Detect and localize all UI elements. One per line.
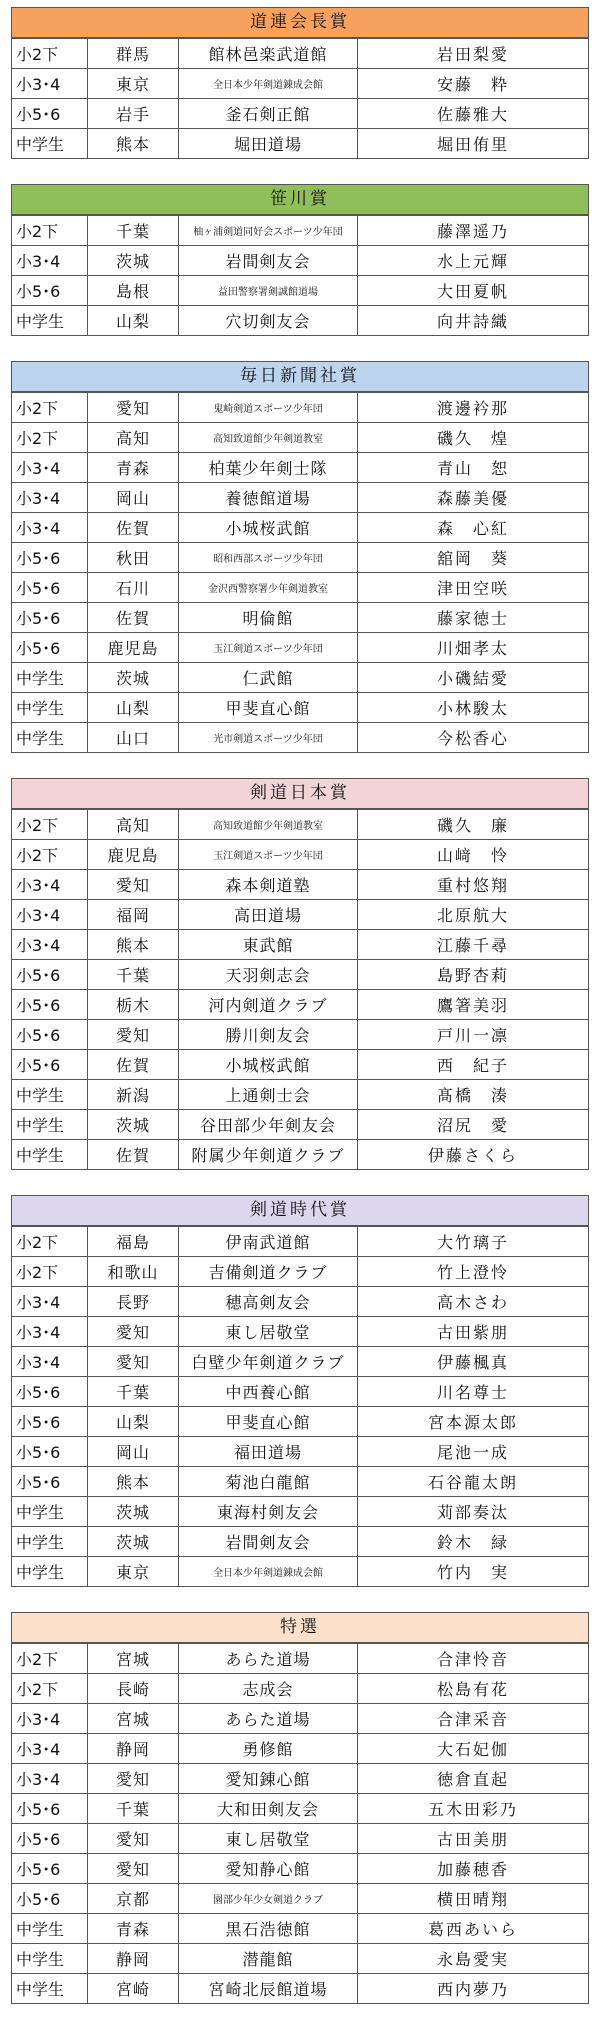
grade-cell: 中学生 (12, 1110, 88, 1140)
grade-cell: 小5･6 (12, 1884, 88, 1914)
prefecture-cell: 茨城 (88, 1497, 179, 1527)
prefecture-cell: 愛知 (88, 1020, 179, 1050)
grade-cell: 中学生 (12, 1497, 88, 1527)
name-cell: 重村悠翔 (358, 870, 589, 900)
prefecture-cell: 山梨 (88, 1407, 179, 1437)
table-row (12, 1914, 589, 1944)
club-cell: 愛知錬心館 (179, 1764, 358, 1794)
grade-cell: 小5･6 (12, 99, 88, 129)
club-cell: 河内剣道クラブ (179, 990, 358, 1020)
table-row (12, 1884, 589, 1914)
prefecture-cell: 新潟 (88, 1080, 179, 1110)
award-table (11, 809, 589, 1170)
name-cell: 安藤 粋 (358, 69, 589, 99)
grade-cell: 中学生 (12, 1914, 88, 1944)
club-cell: 養徳館道場 (179, 483, 358, 513)
prefecture-cell: 愛知 (88, 1764, 179, 1794)
club-cell: 堀田道場 (179, 129, 358, 159)
table-row (12, 990, 589, 1020)
name-cell: 川畑孝太 (358, 633, 589, 663)
club-cell: 上通剣士会 (179, 1080, 358, 1110)
name-cell: 堀田侑里 (358, 129, 589, 159)
club-cell: 鬼崎剣道スポーツ少年団 (179, 393, 358, 423)
name-cell: 永島愛実 (358, 1944, 589, 1974)
name-cell: 小磯結愛 (358, 663, 589, 693)
table-row (12, 810, 589, 840)
grade-cell: 小2下 (12, 810, 88, 840)
prefecture-cell: 東京 (88, 1557, 179, 1587)
grade-cell: 小3･4 (12, 870, 88, 900)
prefecture-cell: 愛知 (88, 1317, 179, 1347)
table-row (12, 930, 589, 960)
prefecture-cell: 青森 (88, 1914, 179, 1944)
grade-cell: 小2下 (12, 840, 88, 870)
table-row (12, 1287, 589, 1317)
grade-cell: 中学生 (12, 1527, 88, 1557)
name-cell: 今松香心 (358, 723, 589, 753)
grade-cell: 小5･6 (12, 276, 88, 306)
name-cell: 松島有花 (358, 1674, 589, 1704)
name-cell: 沼尻 愛 (358, 1110, 589, 1140)
table-row (12, 633, 589, 663)
club-cell: 釜石剣正館 (179, 99, 358, 129)
table-row (12, 870, 589, 900)
grade-cell: 中学生 (12, 129, 88, 159)
prefecture-cell: 秋田 (88, 543, 179, 573)
grade-cell: 中学生 (12, 1944, 88, 1974)
club-cell: 高知致道館少年剣道教室 (179, 810, 358, 840)
prefecture-cell: 佐賀 (88, 603, 179, 633)
name-cell: 江藤千尋 (358, 930, 589, 960)
name-cell: 藤澤遥乃 (358, 216, 589, 246)
name-cell: 渡邊衿那 (358, 393, 589, 423)
grade-cell: 小5･6 (12, 543, 88, 573)
grade-cell: 中学生 (12, 1140, 88, 1170)
club-cell: 柏葉少年剣士隊 (179, 453, 358, 483)
grade-cell: 小2下 (12, 423, 88, 453)
name-cell: 戸川一凛 (358, 1020, 589, 1050)
prefecture-cell: 福岡 (88, 900, 179, 930)
award-section (11, 184, 589, 336)
club-cell: 柚ヶ浦剣道同好会スポーツ少年団 (179, 216, 358, 246)
club-cell: 岩間剣友会 (179, 1527, 358, 1557)
name-cell: 古田紫朋 (358, 1317, 589, 1347)
prefecture-cell: 佐賀 (88, 1140, 179, 1170)
award-section (11, 361, 589, 753)
grade-cell: 小2下 (12, 39, 88, 69)
grade-cell: 中学生 (12, 663, 88, 693)
table-row (12, 393, 589, 423)
grade-cell: 小3･4 (12, 513, 88, 543)
table-row (12, 1020, 589, 1050)
table-row (12, 483, 589, 513)
grade-cell: 小5･6 (12, 1020, 88, 1050)
name-cell: 伊藤さくら (358, 1140, 589, 1170)
club-cell: 穴切剣友会 (179, 306, 358, 336)
table-row (12, 1257, 589, 1287)
prefecture-cell: 岡山 (88, 483, 179, 513)
club-cell: 館林邑楽武道館 (179, 39, 358, 69)
award-table (11, 1643, 589, 2004)
table-row (12, 1467, 589, 1497)
prefecture-cell: 京都 (88, 1884, 179, 1914)
prefecture-cell: 高知 (88, 810, 179, 840)
table-row (12, 129, 589, 159)
table-row (12, 1140, 589, 1170)
table-row (12, 1347, 589, 1377)
prefecture-cell: 栃木 (88, 990, 179, 1020)
name-cell: 竹内 実 (358, 1557, 589, 1587)
grade-cell: 小3･4 (12, 1347, 88, 1377)
club-cell: 岩間剣友会 (179, 246, 358, 276)
grade-cell: 中学生 (12, 1080, 88, 1110)
name-cell: 尾池一成 (358, 1437, 589, 1467)
prefecture-cell: 千葉 (88, 960, 179, 990)
grade-cell: 小5･6 (12, 960, 88, 990)
table-row (12, 69, 589, 99)
club-cell: 中西養心館 (179, 1377, 358, 1407)
prefecture-cell: 宮崎 (88, 1974, 179, 2004)
club-cell: 福田道場 (179, 1437, 358, 1467)
prefecture-cell: 鹿児島 (88, 633, 179, 663)
club-cell: 甲斐直心館 (179, 1407, 358, 1437)
award-section (11, 1612, 589, 2004)
name-cell: 大石妃伽 (358, 1734, 589, 1764)
name-cell: 藤家徳士 (358, 603, 589, 633)
prefecture-cell: 岩手 (88, 99, 179, 129)
name-cell: 加藤穂香 (358, 1854, 589, 1884)
club-cell: 志成会 (179, 1674, 358, 1704)
prefecture-cell: 静岡 (88, 1734, 179, 1764)
name-cell: 水上元輝 (358, 246, 589, 276)
table-row (12, 1734, 589, 1764)
name-cell: 葛西あいら (358, 1914, 589, 1944)
name-cell: 森藤美優 (358, 483, 589, 513)
club-cell: 園部少年少女剣道クラブ (179, 1884, 358, 1914)
name-cell: 鷹箸美羽 (358, 990, 589, 1020)
club-cell: 甲斐直心館 (179, 693, 358, 723)
club-cell: あらた道場 (179, 1644, 358, 1674)
grade-cell: 小5･6 (12, 990, 88, 1020)
club-cell: 吉備剣道クラブ (179, 1257, 358, 1287)
table-row (12, 99, 589, 129)
name-cell: 磯久 廉 (358, 810, 589, 840)
club-cell: 勝川剣友会 (179, 1020, 358, 1050)
prefecture-cell: 和歌山 (88, 1257, 179, 1287)
club-cell: 仁武館 (179, 663, 358, 693)
club-cell: 東し居敬堂 (179, 1824, 358, 1854)
table-row (12, 543, 589, 573)
name-cell: 西 紀子 (358, 1050, 589, 1080)
club-cell: 愛知静心館 (179, 1854, 358, 1884)
grade-cell: 小5･6 (12, 603, 88, 633)
grade-cell: 小5･6 (12, 633, 88, 663)
grade-cell: 小3･4 (12, 483, 88, 513)
prefecture-cell: 高知 (88, 423, 179, 453)
table-row (12, 453, 589, 483)
table-row (12, 1437, 589, 1467)
club-cell: 勇修館 (179, 1734, 358, 1764)
table-row (12, 1407, 589, 1437)
table-row (12, 1527, 589, 1557)
club-cell: 東武館 (179, 930, 358, 960)
name-cell: 森 心紅 (358, 513, 589, 543)
table-row (12, 1110, 589, 1140)
name-cell: 石谷龍太朗 (358, 1467, 589, 1497)
table-row (12, 276, 589, 306)
club-cell: 明倫館 (179, 603, 358, 633)
name-cell: 竹上澄怜 (358, 1257, 589, 1287)
prefecture-cell: 鹿児島 (88, 840, 179, 870)
name-cell: 鈴木 緑 (358, 1527, 589, 1557)
name-cell: 苅部奏汰 (358, 1497, 589, 1527)
award-section (11, 7, 589, 159)
club-cell: 黒石浩徳館 (179, 1914, 358, 1944)
prefecture-cell: 山梨 (88, 693, 179, 723)
table-row (12, 723, 589, 753)
grade-cell: 小5･6 (12, 1794, 88, 1824)
grade-cell: 小2下 (12, 1227, 88, 1257)
prefecture-cell: 群馬 (88, 39, 179, 69)
table-row (12, 423, 589, 453)
club-cell: 菊池白龍館 (179, 1467, 358, 1497)
name-cell: 高木さわ (358, 1287, 589, 1317)
prefecture-cell: 愛知 (88, 870, 179, 900)
name-cell: 山﨑 怜 (358, 840, 589, 870)
club-cell: 天羽剣志会 (179, 960, 358, 990)
name-cell: 舘岡 葵 (358, 543, 589, 573)
table-row (12, 573, 589, 603)
table-row (12, 216, 589, 246)
prefecture-cell: 茨城 (88, 1527, 179, 1557)
name-cell: 合津怜音 (358, 1644, 589, 1674)
prefecture-cell: 島根 (88, 276, 179, 306)
club-cell: 高田道場 (179, 900, 358, 930)
club-cell: 益田警察署剣誠館道場 (179, 276, 358, 306)
table-row (12, 1944, 589, 1974)
name-cell: 伊藤楓真 (358, 1347, 589, 1377)
section-title: 笹川賞 (11, 184, 589, 215)
grade-cell: 小3･4 (12, 1764, 88, 1794)
prefecture-cell: 青森 (88, 453, 179, 483)
grade-cell: 小5･6 (12, 1437, 88, 1467)
table-row (12, 1764, 589, 1794)
name-cell: 川名尊士 (358, 1377, 589, 1407)
prefecture-cell: 山口 (88, 723, 179, 753)
prefecture-cell: 岡山 (88, 1437, 179, 1467)
grade-cell: 小2下 (12, 216, 88, 246)
name-cell: 宮本源太郎 (358, 1407, 589, 1437)
prefecture-cell: 千葉 (88, 1794, 179, 1824)
club-cell: 光市剣道スポーツ少年団 (179, 723, 358, 753)
grade-cell: 小5･6 (12, 1467, 88, 1497)
table-row (12, 603, 589, 633)
prefecture-cell: 佐賀 (88, 1050, 179, 1080)
grade-cell: 小5･6 (12, 1407, 88, 1437)
club-cell: 附属少年剣道クラブ (179, 1140, 358, 1170)
club-cell: 宮崎北辰館道場 (179, 1974, 358, 2004)
table-row (12, 306, 589, 336)
prefecture-cell: 宮城 (88, 1644, 179, 1674)
award-table (11, 38, 589, 159)
grade-cell: 小2下 (12, 1257, 88, 1287)
club-cell: 東海村剣友会 (179, 1497, 358, 1527)
grade-cell: 小2下 (12, 1644, 88, 1674)
grade-cell: 中学生 (12, 693, 88, 723)
name-cell: 岩田梨愛 (358, 39, 589, 69)
table-row (12, 1080, 589, 1110)
prefecture-cell: 茨城 (88, 246, 179, 276)
prefecture-cell: 千葉 (88, 216, 179, 246)
grade-cell: 中学生 (12, 1974, 88, 2004)
grade-cell: 小5･6 (12, 1377, 88, 1407)
club-cell: 金沢西警察署少年剣道教室 (179, 573, 358, 603)
name-cell: 佐藤雅大 (358, 99, 589, 129)
grade-cell: 小5･6 (12, 1854, 88, 1884)
grade-cell: 小3･4 (12, 69, 88, 99)
grade-cell: 小3･4 (12, 1287, 88, 1317)
section-title: 剣道時代賞 (11, 1195, 589, 1226)
table-row (12, 960, 589, 990)
grade-cell: 中学生 (12, 723, 88, 753)
club-cell: あらた道場 (179, 1704, 358, 1734)
prefecture-cell: 長崎 (88, 1674, 179, 1704)
club-cell: 大和田剣友会 (179, 1794, 358, 1824)
grade-cell: 小5･6 (12, 1824, 88, 1854)
table-row (12, 1317, 589, 1347)
name-cell: 五木田彩乃 (358, 1794, 589, 1824)
table-row (12, 246, 589, 276)
table-row (12, 1794, 589, 1824)
prefecture-cell: 佐賀 (88, 513, 179, 543)
club-cell: 全日本少年剣道錬成会館 (179, 69, 358, 99)
grade-cell: 中学生 (12, 1557, 88, 1587)
prefecture-cell: 静岡 (88, 1944, 179, 1974)
table-row (12, 1704, 589, 1734)
table-row (12, 1497, 589, 1527)
section-title: 特選 (11, 1612, 589, 1643)
name-cell: 合津采音 (358, 1704, 589, 1734)
prefecture-cell: 愛知 (88, 1824, 179, 1854)
table-row (12, 663, 589, 693)
name-cell: 北原航大 (358, 900, 589, 930)
section-title: 道連会長賞 (11, 7, 589, 38)
table-row (12, 39, 589, 69)
prefecture-cell: 長野 (88, 1287, 179, 1317)
grade-cell: 中学生 (12, 306, 88, 336)
grade-cell: 小3･4 (12, 453, 88, 483)
grade-cell: 小5･6 (12, 573, 88, 603)
name-cell: 徳倉直起 (358, 1764, 589, 1794)
club-cell: 昭和西部スポーツ少年団 (179, 543, 358, 573)
table-row (12, 1974, 589, 2004)
name-cell: 髙橋 湊 (358, 1080, 589, 1110)
name-cell: 島野杏莉 (358, 960, 589, 990)
name-cell: 小林駿太 (358, 693, 589, 723)
club-cell: 小城桜武館 (179, 1050, 358, 1080)
grade-cell: 小3･4 (12, 900, 88, 930)
award-table (11, 1226, 589, 1587)
prefecture-cell: 宮城 (88, 1704, 179, 1734)
name-cell: 大田夏帆 (358, 276, 589, 306)
prefecture-cell: 熊本 (88, 1467, 179, 1497)
club-cell: 小城桜武館 (179, 513, 358, 543)
name-cell: 磯久 煌 (358, 423, 589, 453)
table-row (12, 1824, 589, 1854)
prefecture-cell: 熊本 (88, 129, 179, 159)
name-cell: 津田空咲 (358, 573, 589, 603)
prefecture-cell: 千葉 (88, 1377, 179, 1407)
table-row (12, 693, 589, 723)
table-row (12, 513, 589, 543)
prefecture-cell: 山梨 (88, 306, 179, 336)
club-cell: 穂高剣友会 (179, 1287, 358, 1317)
grade-cell: 小5･6 (12, 1050, 88, 1080)
grade-cell: 小3･4 (12, 246, 88, 276)
name-cell: 大竹璃子 (358, 1227, 589, 1257)
award-section (11, 1195, 589, 1587)
award-section (11, 778, 589, 1170)
prefecture-cell: 石川 (88, 573, 179, 603)
name-cell: 青山 恕 (358, 453, 589, 483)
table-row (12, 840, 589, 870)
prefecture-cell: 茨城 (88, 1110, 179, 1140)
table-row (12, 1227, 589, 1257)
name-cell: 向井詩織 (358, 306, 589, 336)
grade-cell: 小3･4 (12, 1317, 88, 1347)
table-row (12, 1674, 589, 1704)
grade-cell: 小2下 (12, 1674, 88, 1704)
prefecture-cell: 熊本 (88, 930, 179, 960)
award-table (11, 215, 589, 336)
prefecture-cell: 愛知 (88, 393, 179, 423)
section-title: 剣道日本賞 (11, 778, 589, 809)
club-cell: 玉江剣道スポーツ少年団 (179, 840, 358, 870)
prefecture-cell: 愛知 (88, 1347, 179, 1377)
grade-cell: 小3･4 (12, 1704, 88, 1734)
grade-cell: 小3･4 (12, 930, 88, 960)
club-cell: 玉江剣道スポーツ少年団 (179, 633, 358, 663)
club-cell: 森本剣道塾 (179, 870, 358, 900)
club-cell: 谷田部少年剣友会 (179, 1110, 358, 1140)
grade-cell: 小2下 (12, 393, 88, 423)
table-row (12, 1644, 589, 1674)
club-cell: 東し居敬堂 (179, 1317, 358, 1347)
name-cell: 横田晴翔 (358, 1884, 589, 1914)
table-row (12, 1377, 589, 1407)
table-row (12, 900, 589, 930)
club-cell: 潜龍館 (179, 1944, 358, 1974)
prefecture-cell: 東京 (88, 69, 179, 99)
name-cell: 古田美朋 (358, 1824, 589, 1854)
name-cell: 西内夢乃 (358, 1974, 589, 2004)
prefecture-cell: 茨城 (88, 663, 179, 693)
award-table (11, 392, 589, 753)
table-row (12, 1557, 589, 1587)
prefecture-cell: 福島 (88, 1227, 179, 1257)
club-cell: 全日本少年剣道錬成会館 (179, 1557, 358, 1587)
club-cell: 高知致道館少年剣道教室 (179, 423, 358, 453)
club-cell: 伊南武道館 (179, 1227, 358, 1257)
prefecture-cell: 愛知 (88, 1854, 179, 1884)
grade-cell: 小3･4 (12, 1734, 88, 1764)
club-cell: 白壁少年剣道クラブ (179, 1347, 358, 1377)
table-row (12, 1050, 589, 1080)
table-row (12, 1854, 589, 1884)
section-title: 毎日新聞社賞 (11, 361, 589, 392)
